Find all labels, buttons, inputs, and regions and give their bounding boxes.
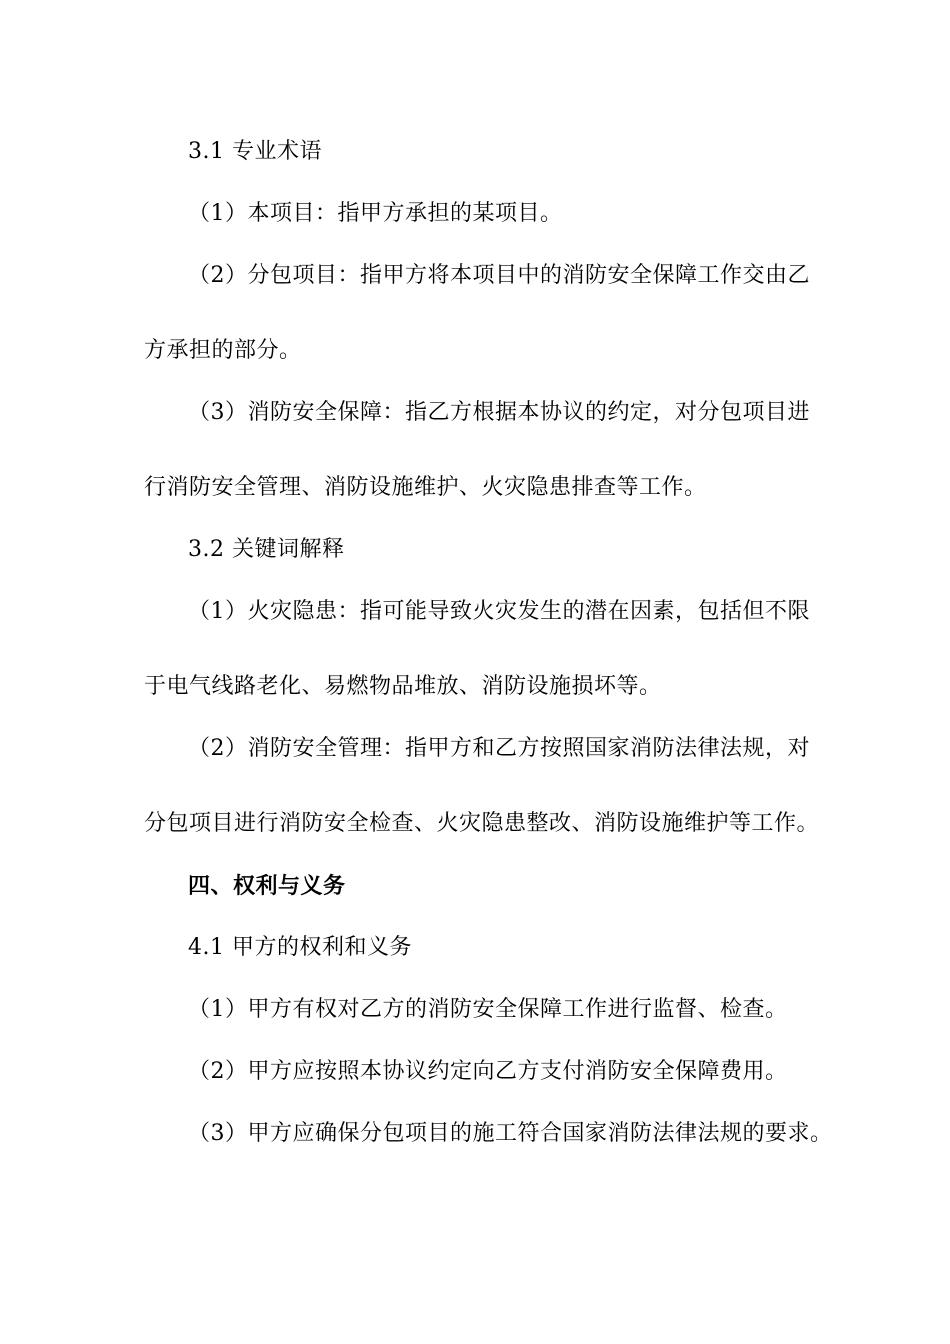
chapter-4-heading: 四、权利与义务: [188, 873, 346, 899]
term-1-paragraph: （1）本项目：指甲方承担的某项目。: [188, 201, 563, 226]
keyword-2-paragraph-line-1: （2）消防安全管理：指甲方和乙方按照国家消防法律法规，对: [188, 736, 810, 761]
section-4-1-heading: 4.1 甲方的权利和义务: [188, 935, 412, 960]
section-3-1-heading: 3.1 专业术语: [188, 139, 322, 164]
keyword-2-paragraph-line-2: 分包项目进行消防安全检查、火灾隐患整改、消防设施维护等工作。: [144, 811, 820, 836]
party-a-item-3: （3）甲方应确保分包项目的施工符合国家消防法律法规的要求。: [188, 1121, 833, 1146]
term-2-paragraph-line-1: （2）分包项目：指甲方将本项目中的消防安全保障工作交由乙: [188, 263, 810, 288]
party-a-item-2: （2）甲方应按照本协议约定向乙方支付消防安全保障费用。: [188, 1059, 788, 1084]
term-2-paragraph-line-2: 方承担的部分。: [144, 338, 302, 363]
party-a-item-1: （1）甲方有权对乙方的消防安全保障工作进行监督、检查。: [188, 997, 788, 1022]
term-3-paragraph-line-1: （3）消防安全保障：指乙方根据本协议的约定，对分包项目进: [188, 400, 810, 425]
keyword-1-paragraph-line-1: （1）火灾隐患：指可能导致火灾发生的潜在因素，包括但不限: [188, 599, 810, 624]
section-3-2-heading: 3.2 关键词解释: [188, 537, 345, 562]
keyword-1-paragraph-line-2: 于电气线路老化、易燃物品堆放、消防设施损坏等。: [144, 674, 662, 699]
term-3-paragraph-line-2: 行消防安全管理、消防设施维护、火灾隐患排查等工作。: [144, 475, 707, 500]
